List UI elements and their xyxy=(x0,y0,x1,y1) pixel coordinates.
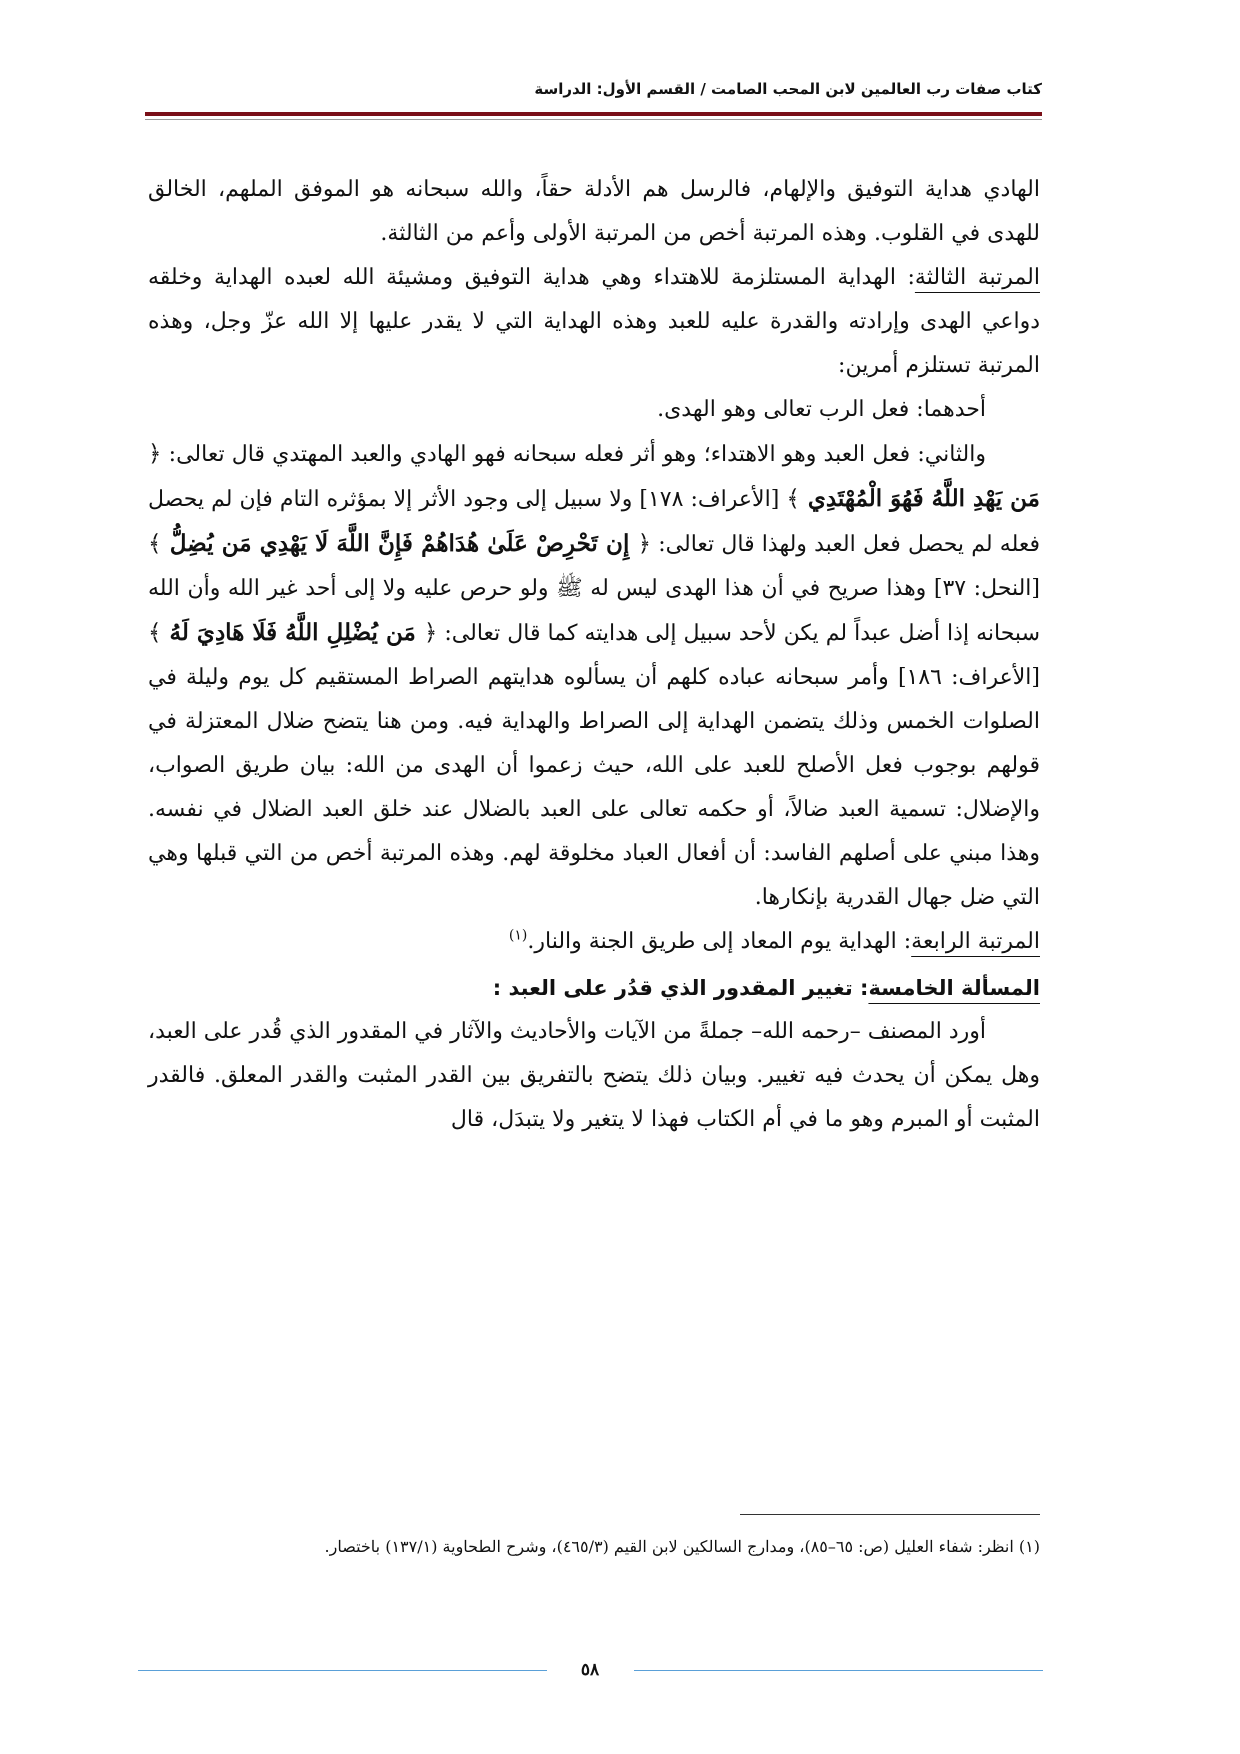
quran-verse-3 xyxy=(148,619,437,646)
section-heading-label: المسألة الخامسة xyxy=(868,976,1040,1000)
footnote: (١) انظر: شفاء العليل (ص: ٦٥–٨٥)، ومدارج السالكين لابن القيم (٤٦٥/٣)، وشرح الطحاوية (١٣٧/١) باختصار. xyxy=(324,1537,1040,1556)
main-text xyxy=(148,168,1040,1142)
ayah-text: إِن تَحْرِصْ عَلَىٰ هُدَاهُمْ فَإِنَّ اللَّهَ لَا يَهْدِي مَن يُضِلُّ xyxy=(169,530,630,557)
ayah-bracket-close: ﴾ xyxy=(148,620,162,646)
p4-text-a: والثاني: فعل العبد وهو الاهتداء؛ وهو أثر فعله سبحانه فهو الهادي والعبد المهتدي قال تعالى: xyxy=(161,442,986,467)
footer-rule-right xyxy=(634,1670,1043,1671)
section-heading-text: : تغيير المقدور الذي قدُر على العبد : xyxy=(492,976,869,1000)
rank-four-text: : الهداية يوم المعاد إلى طريق الجنة والنار. xyxy=(527,929,912,954)
footer-rule-left xyxy=(138,1670,547,1671)
paragraph-2 xyxy=(148,256,1040,388)
paragraph-3: أحدهما: فعل الرب تعالى وهو الهدى. xyxy=(657,397,986,422)
header-rule-thin xyxy=(145,119,1042,120)
paragraph-5 xyxy=(148,920,1040,964)
quran-verse-2 xyxy=(148,530,651,557)
header-rule-thick xyxy=(145,112,1042,116)
p4-text-c: [النحل: ٣٧] وهذا صريح في أن هذا الهدى ليس له ﷺ ولو حرص عليه ولا إلى أحد غير الله وأن الله سبحانه إذا أضل عبداً لم يكن لأحد سبيل إلى هدايته كما قال تعالى: xyxy=(148,576,1041,646)
ayah-bracket-open: ﴿ xyxy=(423,620,438,646)
ayah-text: مَن يُضْلِلِ اللَّهُ فَلَا هَادِيَ لَهُ xyxy=(169,619,416,646)
rank-four-label: المرتبة الرابعة xyxy=(911,929,1040,954)
paragraph-4 xyxy=(148,432,1040,920)
rank-three-label: المرتبة الثالثة xyxy=(914,265,1040,290)
paragraph-1: الهادي هداية التوفيق والإلهام، فالرسل هم الأدلة حقاً، والله سبحانه هو الموفق الملهم، الخالق للهدى في القلوب. وهذه المرتبة أخص من المرتبة الأولى وأعم من الثالثة. xyxy=(148,177,1040,246)
section-heading xyxy=(148,966,1040,1010)
p4-text-d: [الأعراف: ١٨٦] وأمر سبحانه عباده كلهم أن يسألوه هدايتهم الصراط المستقيم كل يوم وليلة في الصلوات الخمس وذلك يتضمن الهداية إلى الصراط والهداية فيه. ومن هنا يتضح ضلال المعتزلة في قولهم بوجوب فعل الأصلح للعبد على الله، حيث زعموا أن الهدى من الله: بيان طريق الصواب، والإضلال: تسمية العبد ضالاً، أو حكمه تعالى على العبد بالضلال عند خلق العبد الضلال في نفسه. وهذا مبني على أصلهم الفاسد: أن أفعال العباد مخلوقة لهم. وهذه المرتبة أخص من التي قبلها وهي التي ضل جهال القدرية بإنكارها. xyxy=(148,665,1040,910)
ayah-bracket-close: ﴾ xyxy=(786,486,800,512)
footnote-separator xyxy=(740,1514,1040,1515)
page-number: ٥٨ xyxy=(580,1660,600,1680)
ayah-bracket-close: ﴾ xyxy=(148,531,162,557)
running-header: كتاب صفات رب العالمين لابن المحب الصامت / القسم الأول: الدراسة xyxy=(534,80,1042,98)
paragraph-6: أورد المصنف –رحمه الله– جملةً من الآيات والأحاديث والآثار في المقدور الذي قُدر على العبد، وهل يمكن أن يحدث فيه تغيير. وبيان ذلك يتضح بالتفريق بين القدر المثبت والقدر المعلق. فالقدر المثبت أو المبرم وهو ما في أم الكتاب فهذا لا يتغير ولا يتبدَل، قال xyxy=(148,1019,1040,1132)
ayah-text: مَن يَهْدِ اللَّهُ فَهُوَ الْمُهْتَدِي xyxy=(807,485,1040,512)
footnote-ref[interactable]: (١) xyxy=(508,927,528,944)
ayah-bracket-open: ﴿ xyxy=(148,441,162,467)
p4-text-b: [الأعراف: ١٧٨] ولا سبيل إلى وجود الأثر إلا بمؤثره التام فإن لم يحصل فعله لم يحصل فعل العبد ولهذا قال تعالى: xyxy=(148,487,1040,557)
rank-three-text: : الهداية المستلزمة للاهتداء وهي هداية التوفيق ومشيئة الله لعبده الهداية وخلقه دواعي الهدى وإرادته والقدرة عليه للعبد وهذه الهداية التي لا يقدر عليها إلا الله عزّ وجل، وهذه المرتبة تستلزم أمرين: xyxy=(148,265,1040,378)
ayah-bracket-open: ﴿ xyxy=(637,531,652,557)
